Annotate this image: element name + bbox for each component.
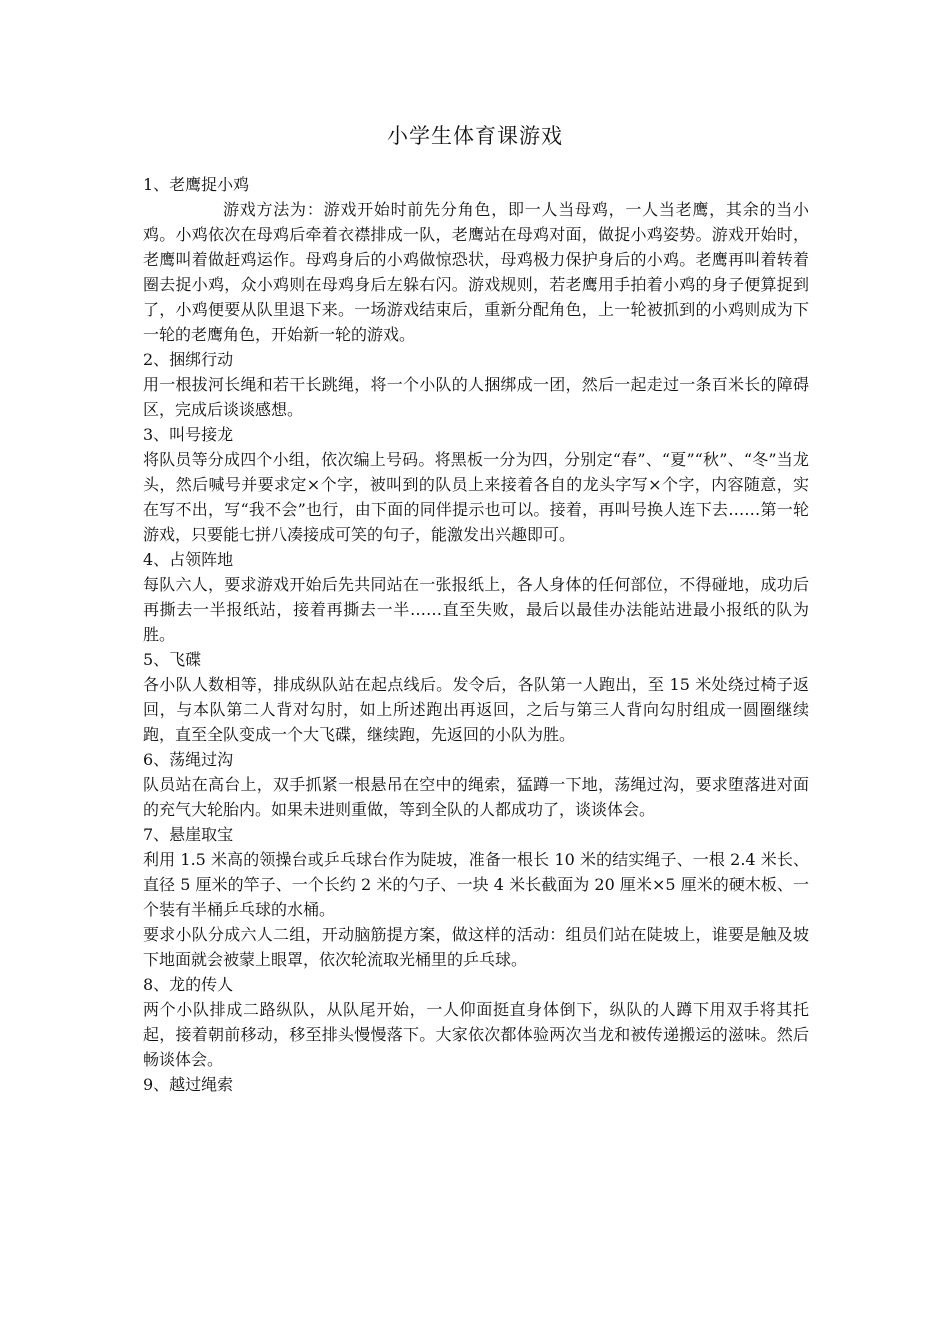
section-heading: 1、老鹰捉小鸡: [143, 175, 250, 194]
section-paragraph: 队员站在高台上，双手抓紧一根悬吊在空中的绳索，猛蹲一下地，荡绳过沟，要求堕落进对面的充气大轮胎内。如果未进则重做，等到全队的人都成功了，谈谈体会。: [143, 775, 809, 819]
section-heading: 5、飞碟: [143, 650, 202, 669]
section-heading: 6、荡绳过沟: [143, 750, 234, 769]
section-heading: 3、叫号接龙: [143, 425, 234, 444]
section-paragraph: 用一根拔河长绳和若干长跳绳，将一个小队的人捆绑成一团，然后一起走过一条百米长的障碍区，完成后谈谈感想。: [143, 375, 809, 419]
section-heading: 7、悬崖取宝: [143, 825, 234, 844]
section-paragraph: 各小队人数相等，排成纵队站在起点线后。发令后，各队第一人跑出，至 15 米处绕过椅子返回，与本队第二人背对勾肘，如上所述跑出再返回，之后与第三人背向勾肘组成一圆圈继续跑，直至全队变成一个大飞碟，继续跑，先返回的小队为胜。: [143, 675, 809, 744]
document-title: 小学生体育课游戏: [387, 124, 563, 148]
section-heading: 8、龙的传人: [143, 975, 234, 994]
section-paragraph: 每队六人，要求游戏开始后先共同站在一张报纸上，各人身体的任何部位，不得碰地，成功后再撕去一半报纸站，接着再撕去一半……直至失败，最后以最佳办法能站进最小报纸的队为胜。: [143, 575, 809, 644]
section-heading: 9、越过绳索: [143, 1075, 234, 1094]
section-heading: 4、占领阵地: [143, 550, 234, 569]
section-heading: 2、捆绑行动: [143, 350, 234, 369]
section-paragraph: 要求小队分成六人二组，开动脑筋提方案，做这样的活动：组员们站在陡坡上，谁要是触及坡下地面就会被蒙上眼罩，依次轮流取光桶里的乒乓球。: [143, 925, 809, 969]
section-paragraph: 游戏方法为：游戏开始时前先分角色，即一人当母鸡，一人当老鹰，其余的当小鸡。小鸡依次在母鸡后牵着衣襟排成一队，老鹰站在母鸡对面，做捉小鸡姿势。游戏开始时，老鹰叫着做赶鸡运作。母鸡身后的小鸡做惊恐状，母鸡极力保护身后的小鸡。老鹰再叫着转着圈去捉小鸡，众小鸡则在母鸡身后左躲右闪。游戏规则，若老鹰用手拍着小鸡的身子便算捉到了，小鸡便要从队里退下来。一场游戏结束后，重新分配角色，上一轮被抓到的小鸡则成为下一轮的老鹰角色，开始新一轮的游戏。: [143, 200, 809, 344]
section-paragraph: 利用 1.5 米高的领操台或乒乓球台作为陡坡，准备一根长 10 米的结实绳子、一根 2.4 米长、直径 5 厘米的竿子、一个长约 2 米的勺子、一块 4 米长截面为 20 厘米×5 厘米的硬木板、一个装有半桶乒乓球的水桶。: [143, 850, 809, 919]
section-paragraph: 将队员等分成四个小组，依次编上号码。将黑板一分为四，分别定“春”、“夏”“秋”、“冬”当龙头，然后喊号并要求定×个字，被叫到的队员上来接着各自的龙头字写×个字，内容随意，实在写不出，写“我不会”也行，由下面的同伴提示也可以。接着，再叫号换人连下去……第一轮游戏，只要能七拼八凑接成可笑的句子，能激发出兴趣即可。: [143, 450, 809, 544]
document-body: [143, 172, 809, 1097]
section-paragraph: 两个小队排成二路纵队，从队尾开始，一人仰面挺直身体倒下，纵队的人蹲下用双手将其托起，接着朝前移动，移至排头慢慢落下。大家依次都体验两次当龙和被传递搬运的滋味。然后畅谈体会。: [143, 1000, 809, 1069]
